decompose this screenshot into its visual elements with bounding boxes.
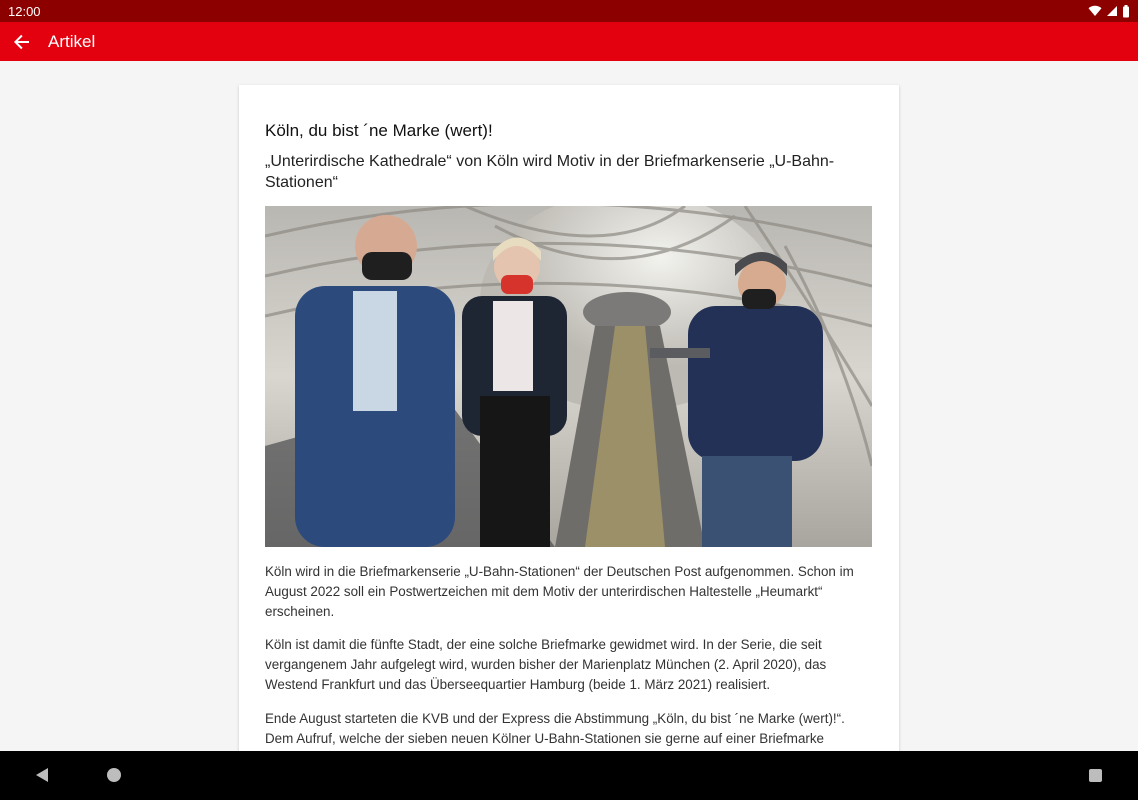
article-paragraph: Köln ist damit die fünfte Stadt, der eine solche Briefmarke gewidmet wird. In der Serie, die seit vergangenem Jahr aufgelegt wird, wurden bisher der Marienplatz München (2. April 2020), das Westend Frankfurt und das Überseequartier Hamburg (beide 1. März 2021) realisiert.: [265, 637, 827, 692]
article-scroll-area[interactable]: [0, 61, 1138, 751]
nav-home-icon[interactable]: [107, 768, 121, 782]
article-paragraph: Köln wird in die Briefmarkenserie „U-Bahn-Stationen“ der Deutschen Post aufgenommen. Schon im August 2022 soll ein Postwertzeichen mit dem Motiv der unterirdischen Haltestelle „Heumarkt“ erscheinen.: [265, 564, 854, 619]
back-button[interactable]: [0, 22, 44, 61]
article-photo: [265, 206, 872, 547]
nav-back-icon[interactable]: [34, 767, 50, 783]
article-headline: Köln, du bist ´ne Marke (wert)!: [265, 121, 493, 140]
signal-icon: [1106, 5, 1118, 17]
navigation-bar: [0, 751, 1138, 800]
arrow-back-icon: [13, 33, 31, 51]
article-card: [239, 85, 899, 751]
status-icons: [1088, 5, 1130, 18]
battery-icon: [1122, 5, 1130, 18]
article-paragraph: Ende August starteten die KVB und der Express die Abstimmung „Köln, du bist ´ne Marke (wert)!“. Dem Aufruf, welche der sieben neuen Kölner U-Bahn-Stationen sie gerne auf einer Briefmarke: [265, 711, 845, 746]
nav-recent-apps-icon[interactable]: [1089, 769, 1102, 782]
wifi-icon: [1088, 5, 1102, 17]
app-bar: [0, 22, 1138, 61]
app-bar-title: Artikel: [48, 31, 96, 51]
status-time: 12:00: [8, 3, 41, 19]
article-subheadline: „Unterirdische Kathedrale“ von Köln wird Motiv in der Briefmarkenserie „U-Bahn-Stationen“: [265, 153, 835, 191]
status-bar: [0, 0, 1138, 22]
